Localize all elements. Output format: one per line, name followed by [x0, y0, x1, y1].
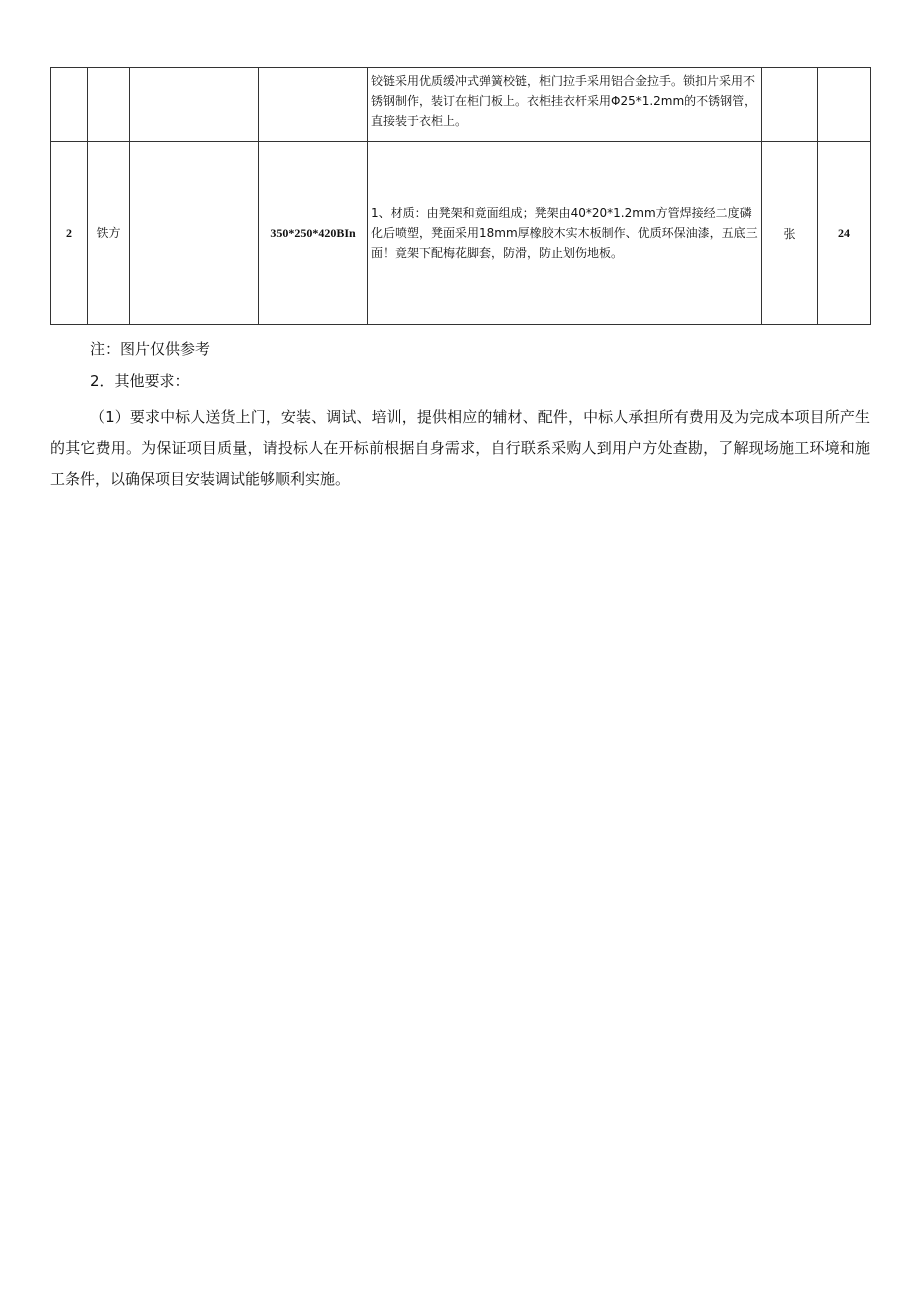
product-image-cell [130, 68, 259, 142]
unit-cell: 张 [762, 142, 818, 325]
product-spec-cell: 350*250*420BIn [259, 142, 368, 325]
row-index-cell: 2 [51, 142, 88, 325]
product-description-cell: 1、材质：由凳架和竟面组成；凳架由40*20*1.2mm方管焊接经二度磷化后喷塑，凳面采用18mm厚橡胶木实木板制作、优质环保油漆，五底三面！竟架下配梅花脚套，防滑，防止划伤地板。 [368, 142, 762, 325]
table-row [51, 68, 871, 142]
row-index-cell [51, 68, 88, 142]
image-reference-note: 注：图片仅供参考 [90, 340, 211, 358]
product-description-cell: 铰链采用优质缓冲式弹簧校链，柜门拉手采用铝合金拉手。锁扣片采用不锈钢制作，装订在柜门板上。衣柜挂衣杆采用Φ25*1.2mm的不锈钢管，直接装于衣柜上。 [368, 68, 762, 142]
product-name-cell [88, 142, 130, 325]
product-spec-cell [259, 68, 368, 142]
quantity-cell [818, 68, 871, 142]
table-row [51, 142, 871, 325]
product-name-cell [88, 68, 130, 142]
product-image-cell [130, 142, 259, 325]
quantity-cell: 24 [818, 142, 871, 325]
section-heading: 2．其他要求： [90, 372, 190, 390]
product-name-text: 铁方 [96, 226, 121, 240]
unit-cell [762, 68, 818, 142]
requirements-paragraph: （1）要求中标人送货上门，安装、调试、培训，提供相应的辅材、配件，中标人承担所有费用及为完成本项目所产生的其它费用。为保证项目质量，请投标人在开标前根据自身需求，自行联系采购人到用户方处查勘，了解现场施工环境和施工条件，以确保项目安装调试能够顺利实施。 [50, 408, 870, 488]
product-spec-table [50, 67, 871, 325]
